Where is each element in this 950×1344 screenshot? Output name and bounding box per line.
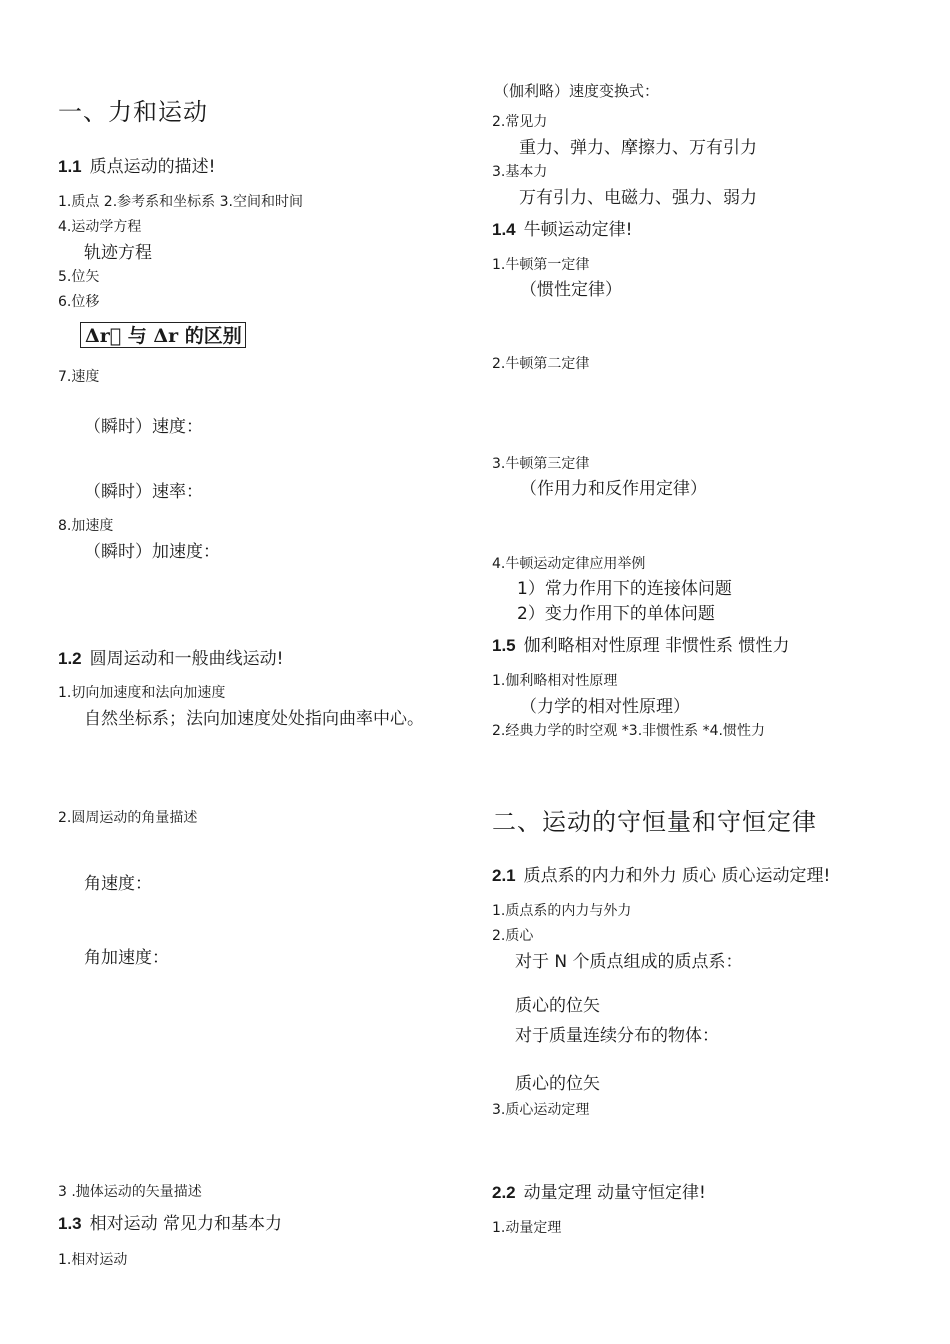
list-item: 2.质心 <box>492 928 534 944</box>
inertia-law: （惯性定律） <box>520 280 622 300</box>
section-number: 1.5 <box>492 636 516 655</box>
list-item: 4.运动学方程 <box>58 219 142 235</box>
section-1-4-heading <box>492 215 632 240</box>
continuous-mass: 对于质量连续分布的物体： <box>515 1026 719 1046</box>
com-position: 质心的位矢 <box>515 996 600 1016</box>
trajectory-equation: 轨迹方程 <box>84 243 152 263</box>
list-item: 2.圆周运动的角量描述 <box>58 810 198 826</box>
list-item: 3 .抛体运动的矢量描述 <box>58 1184 202 1200</box>
natural-coordinates-note: 自然坐标系；法向加速度处处指向曲率中心。 <box>84 709 424 729</box>
section-1-title: 一、力和运动 <box>58 98 208 126</box>
instant-velocity: （瞬时）速度： <box>84 417 203 437</box>
list-item: 1.切向加速度和法向加速度 <box>58 685 226 701</box>
list-item: 1.相对运动 <box>58 1252 128 1268</box>
mechanics-relativity: （力学的相对性原理） <box>520 697 690 717</box>
list-item: 1.动量定理 <box>492 1220 562 1236</box>
section-1-5-heading <box>492 631 789 656</box>
angular-acceleration: 角加速度： <box>84 948 169 968</box>
section-1-3-heading <box>58 1209 282 1234</box>
section-number: 2.2 <box>492 1183 516 1202</box>
section-1-1-heading <box>58 152 215 177</box>
section-title: 质点系的内力和外力 质心 质心运动定理! <box>523 866 831 886</box>
section-2-2-heading <box>492 1178 706 1203</box>
angular-velocity: 角速度： <box>84 874 152 894</box>
section-title: 伽利略相对性原理 非惯性系 惯性力 <box>523 636 790 656</box>
displacement-difference-box: Δr⃗ 与 Δr 的区别 <box>80 322 246 348</box>
list-item: 2.常见力 <box>492 114 548 130</box>
application-1: 1）常力作用下的连接体问题 <box>517 579 732 599</box>
n-particles-system: 对于 N 个质点组成的质点系： <box>515 952 743 972</box>
section-number: 1.2 <box>58 649 82 668</box>
section-1-2-heading <box>58 644 283 669</box>
common-forces: 重力、弹力、摩擦力、万有引力 <box>519 138 757 158</box>
section-title: 动量定理 动量守恒定律! <box>523 1183 706 1203</box>
section-2-title: 二、运动的守恒量和守恒定律 <box>492 808 817 836</box>
list-item: 3.基本力 <box>492 164 548 180</box>
basic-forces: 万有引力、电磁力、强力、弱力 <box>519 188 757 208</box>
list-item: 1.质点系的内力与外力 <box>492 903 632 919</box>
section-title: 相对运动 常见力和基本力 <box>89 1214 283 1234</box>
list-item: 3.质心运动定理 <box>492 1102 590 1118</box>
section-title: 圆周运动和一般曲线运动! <box>89 649 284 669</box>
com-position: 质心的位矢 <box>515 1074 600 1094</box>
section-2-1-heading <box>492 861 830 886</box>
instant-speed: （瞬时）速率： <box>84 482 203 502</box>
section-number: 1.3 <box>58 1214 82 1233</box>
list-item: 8.加速度 <box>58 518 114 534</box>
list-item: 7.速度 <box>58 369 100 385</box>
section-number: 1.1 <box>58 157 82 176</box>
list-item: 6.位移 <box>58 294 100 310</box>
section-title: 质点运动的描述! <box>89 157 216 177</box>
application-2: 2）变力作用下的单体问题 <box>517 604 715 624</box>
list-item: 1.伽利略相对性原理 <box>492 673 618 689</box>
list-item: 2.经典力学的时空观 *3.非惯性系 *4.惯性力 <box>492 723 765 739</box>
galilean-transform: （伽利略）速度变换式： <box>494 82 660 100</box>
list-item: 3.牛顿第三定律 <box>492 456 590 472</box>
action-reaction-law: （作用力和反作用定律） <box>520 479 707 499</box>
list-item: 1.牛顿第一定律 <box>492 257 590 273</box>
list-item: 1.质点 2.参考系和坐标系 3.空间和时间 <box>58 194 303 210</box>
section-number: 2.1 <box>492 866 516 885</box>
instant-acceleration: （瞬时）加速度： <box>84 542 220 562</box>
section-title: 牛顿运动定律! <box>523 220 633 240</box>
list-item: 4.牛顿运动定律应用举例 <box>492 556 646 572</box>
section-number: 1.4 <box>492 220 516 239</box>
list-item: 2.牛顿第二定律 <box>492 356 590 372</box>
list-item: 5.位矢 <box>58 269 100 285</box>
